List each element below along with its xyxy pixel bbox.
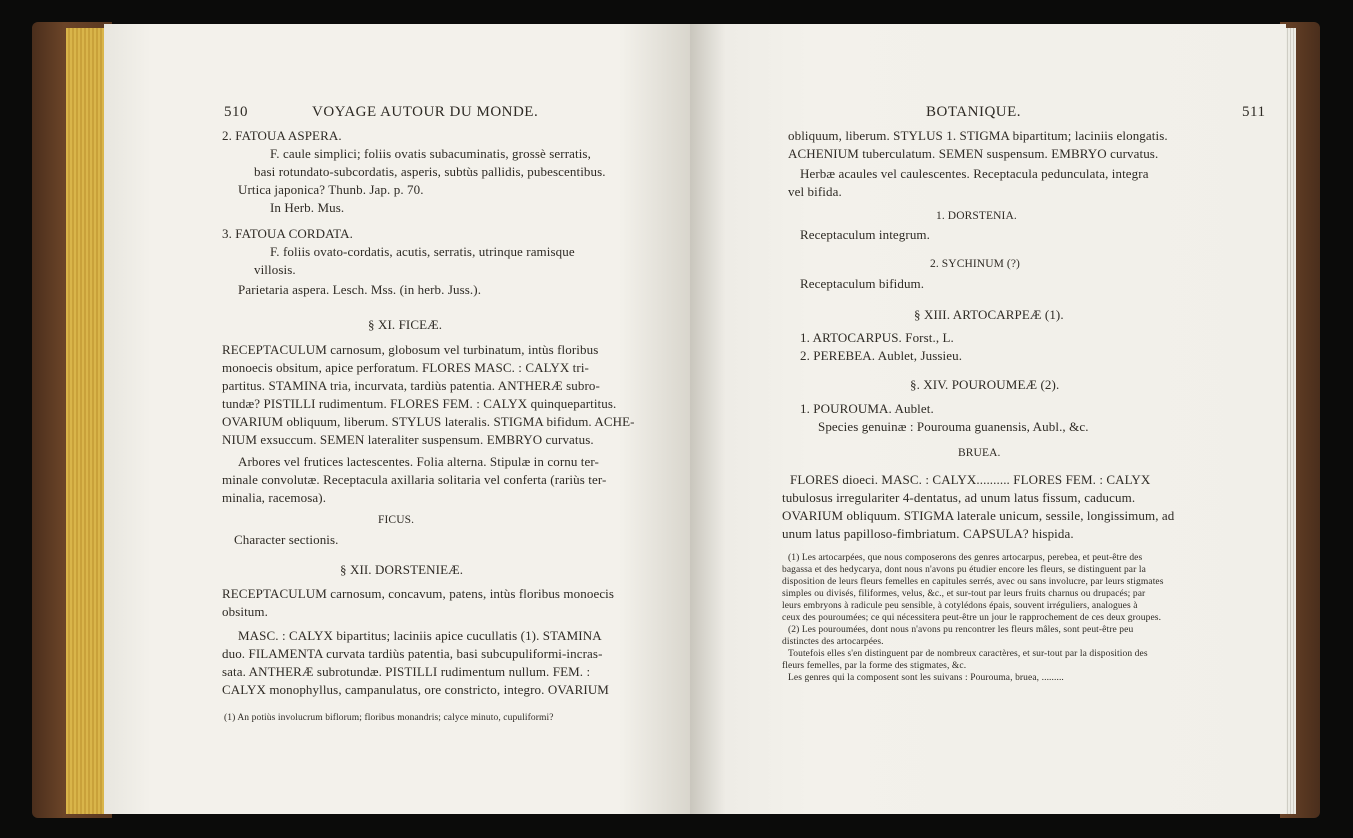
footnote-line: leurs embryons à radicule peu sensible, à cotylédons épais, souvent irréguliers, analogues à [782, 601, 1138, 611]
text-line: Herbæ acaules vel caulescentes. Receptacula pedunculata, integra [800, 166, 1149, 181]
text-line: minale convolutæ. Receptacula axillaria solitaria vel conferta (rariùs ter- [222, 472, 607, 487]
text-line: unum latus papilloso-fimbriatum. CAPSULA? hispida. [782, 526, 1074, 541]
text-line: villosis. [254, 262, 296, 277]
text-line: 2. FATOUA ASPERA. [222, 128, 342, 143]
footnote-line: simples ou divisés, filiformes, velus, &c., et sur-tout par leurs fruits charnus ou drupacés; par [782, 589, 1146, 599]
text-line: RECEPTACULUM carnosum, globosum vel turbinatum, intùs floribus [222, 342, 599, 357]
section-heading: § XII. DORSTENIEÆ. [340, 562, 464, 577]
left-page [104, 24, 690, 814]
text-line: obsitum. [222, 604, 268, 619]
gilt-page-edge [66, 28, 106, 814]
footnote-line: distinctes des artocarpées. [782, 637, 884, 647]
genus-heading: 2. SYCHINUM (?) [930, 258, 1020, 270]
text-line: sata. ANTHERÆ subrotundæ. PISTILLI rudimentum nullum. FEM. : [222, 664, 591, 679]
text-line: tubulosus irregulariter 4-dentatus, ad unum latus fissum, caducum. [782, 490, 1136, 505]
text-line: tundæ? PISTILLI rudimentum. FLORES FEM. : CALYX quinquepartitus. [222, 396, 617, 411]
text-line: Receptaculum integrum. [800, 227, 930, 242]
running-head: VOYAGE AUTOUR DU MONDE. [312, 104, 539, 120]
text-line: 1. ARTOCARPUS. Forst., L. [800, 330, 954, 345]
text-line: 1. POUROUMA. Aublet. [800, 401, 934, 416]
footnote-line: bagassa et des hedycarya, dont nous n'avons pu étudier encore les fleurs, se distinguent par la [782, 565, 1146, 575]
genus-heading: 1. DORSTENIA. [936, 210, 1017, 222]
text-line: Arbores vel frutices lactescentes. Folia alterna. Stipulæ in cornu ter- [238, 454, 599, 469]
page-number: 511 [1242, 104, 1266, 120]
text-line: Parietaria aspera. Lesch. Mss. (in herb. Juss.). [238, 282, 482, 297]
footnote: (1) An potiùs involucrum biflorum; floribus monandris; calyce minuto, cupuliformi? [224, 713, 554, 723]
text-line: Receptaculum bifidum. [800, 276, 925, 291]
text-line: vel bifida. [788, 184, 842, 199]
text-line: FLORES dioeci. MASC. : CALYX.......... FLORES FEM. : CALYX [790, 472, 1151, 487]
text-line: CALYX monophyllus, campanulatus, ore constricto, integro. OVARIUM [222, 682, 609, 697]
footnote-line: (1) Les artocarpées, que nous composerons des genres artocarpus, perebea, et peut-être des [788, 553, 1143, 563]
text-line: RECEPTACULUM carnosum, concavum, patens, intùs floribus monoecis [222, 586, 615, 601]
footnote-line: Les genres qui la composent sont les suivans : Pourouma, bruea, ......... [788, 673, 1064, 683]
genus-heading: BRUEA. [958, 447, 1001, 459]
section-heading: § XIII. ARTOCARPEÆ (1). [914, 307, 1064, 322]
text-line: In Herb. Mus. [270, 200, 345, 215]
footnote-line: ceux des pouroumées; ce qui nécessitera peut-être un jour le rapprochement de ces deux groupes. [782, 613, 1162, 623]
text-line: F. foliis ovato-cordatis, acutis, serratis, utrinque ramisque [270, 244, 575, 259]
footnote-line: Toutefois elles s'en distinguent par de nombreux caractères, et sur-tout par la disposition des [788, 649, 1148, 659]
text-line: basi rotundato-subcordatis, asperis, subtùs pallidis, pubescentibus. [254, 164, 606, 179]
text-line: obliquum, liberum. STYLUS 1. STIGMA bipartitum; laciniis elongatis. [788, 128, 1168, 143]
text-line: NIUM exsuccum. SEMEN lateraliter suspensum. EMBRYO curvatus. [222, 432, 594, 447]
text-line: OVARIUM obliquum. STIGMA laterale unicum, sessile, longissimum, ad [782, 508, 1175, 523]
page-number: 510 [224, 104, 248, 120]
text-line: Species genuinæ : Pourouma guanensis, Aubl., &c. [818, 419, 1089, 434]
text-line: OVARIUM obliquum, liberum. STYLUS lateralis. STIGMA bifidum. ACHE- [222, 414, 635, 429]
text-line: 2. PEREBEA. Aublet, Jussieu. [800, 348, 963, 363]
text-line: ACHENIUM tuberculatum. SEMEN suspensum. EMBRYO curvatus. [788, 146, 1159, 161]
text-line: F. caule simplici; foliis ovatis subacuminatis, grossè serratis, [270, 146, 591, 161]
text-line: monoecis obsitum, apice perforatum. FLORES MASC. : CALYX tri- [222, 360, 589, 375]
text-line: duo. FILAMENTA curvata tardiùs patentia, basi subcupuliformi-incras- [222, 646, 603, 661]
running-head: BOTANIQUE. [926, 104, 1022, 120]
right-page [690, 24, 1286, 814]
text-line: partitus. STAMINA tria, incurvata, tardiùs patentia. ANTHERÆ subro- [222, 378, 600, 393]
section-heading: § XI. FICEÆ. [368, 317, 443, 332]
text-line: minalia, racemosa). [222, 490, 327, 505]
footnote-line: (2) Les pouroumées, dont nous n'avons pu rencontrer les fleurs mâles, sont peut-être peu [788, 625, 1134, 635]
section-heading: §. XIV. POUROUMEÆ (2). [910, 377, 1060, 392]
genus-heading: FICUS. [378, 514, 415, 526]
text-line: Urtica japonica? Thunb. Jap. p. 70. [238, 182, 424, 197]
text-line: Character sectionis. [234, 532, 339, 547]
text-line: 3. FATOUA CORDATA. [222, 226, 354, 241]
text-line: MASC. : CALYX bipartitus; laciniis apice cucullatis (1). STAMINA [238, 628, 602, 643]
footnote-line: fleurs femelles, par la forme des stigmates, &c. [782, 661, 967, 671]
footnote-line: disposition de leurs fleurs femelles en capitules serrés, avec ou sans involucre, par leurs stigmates [782, 577, 1164, 587]
